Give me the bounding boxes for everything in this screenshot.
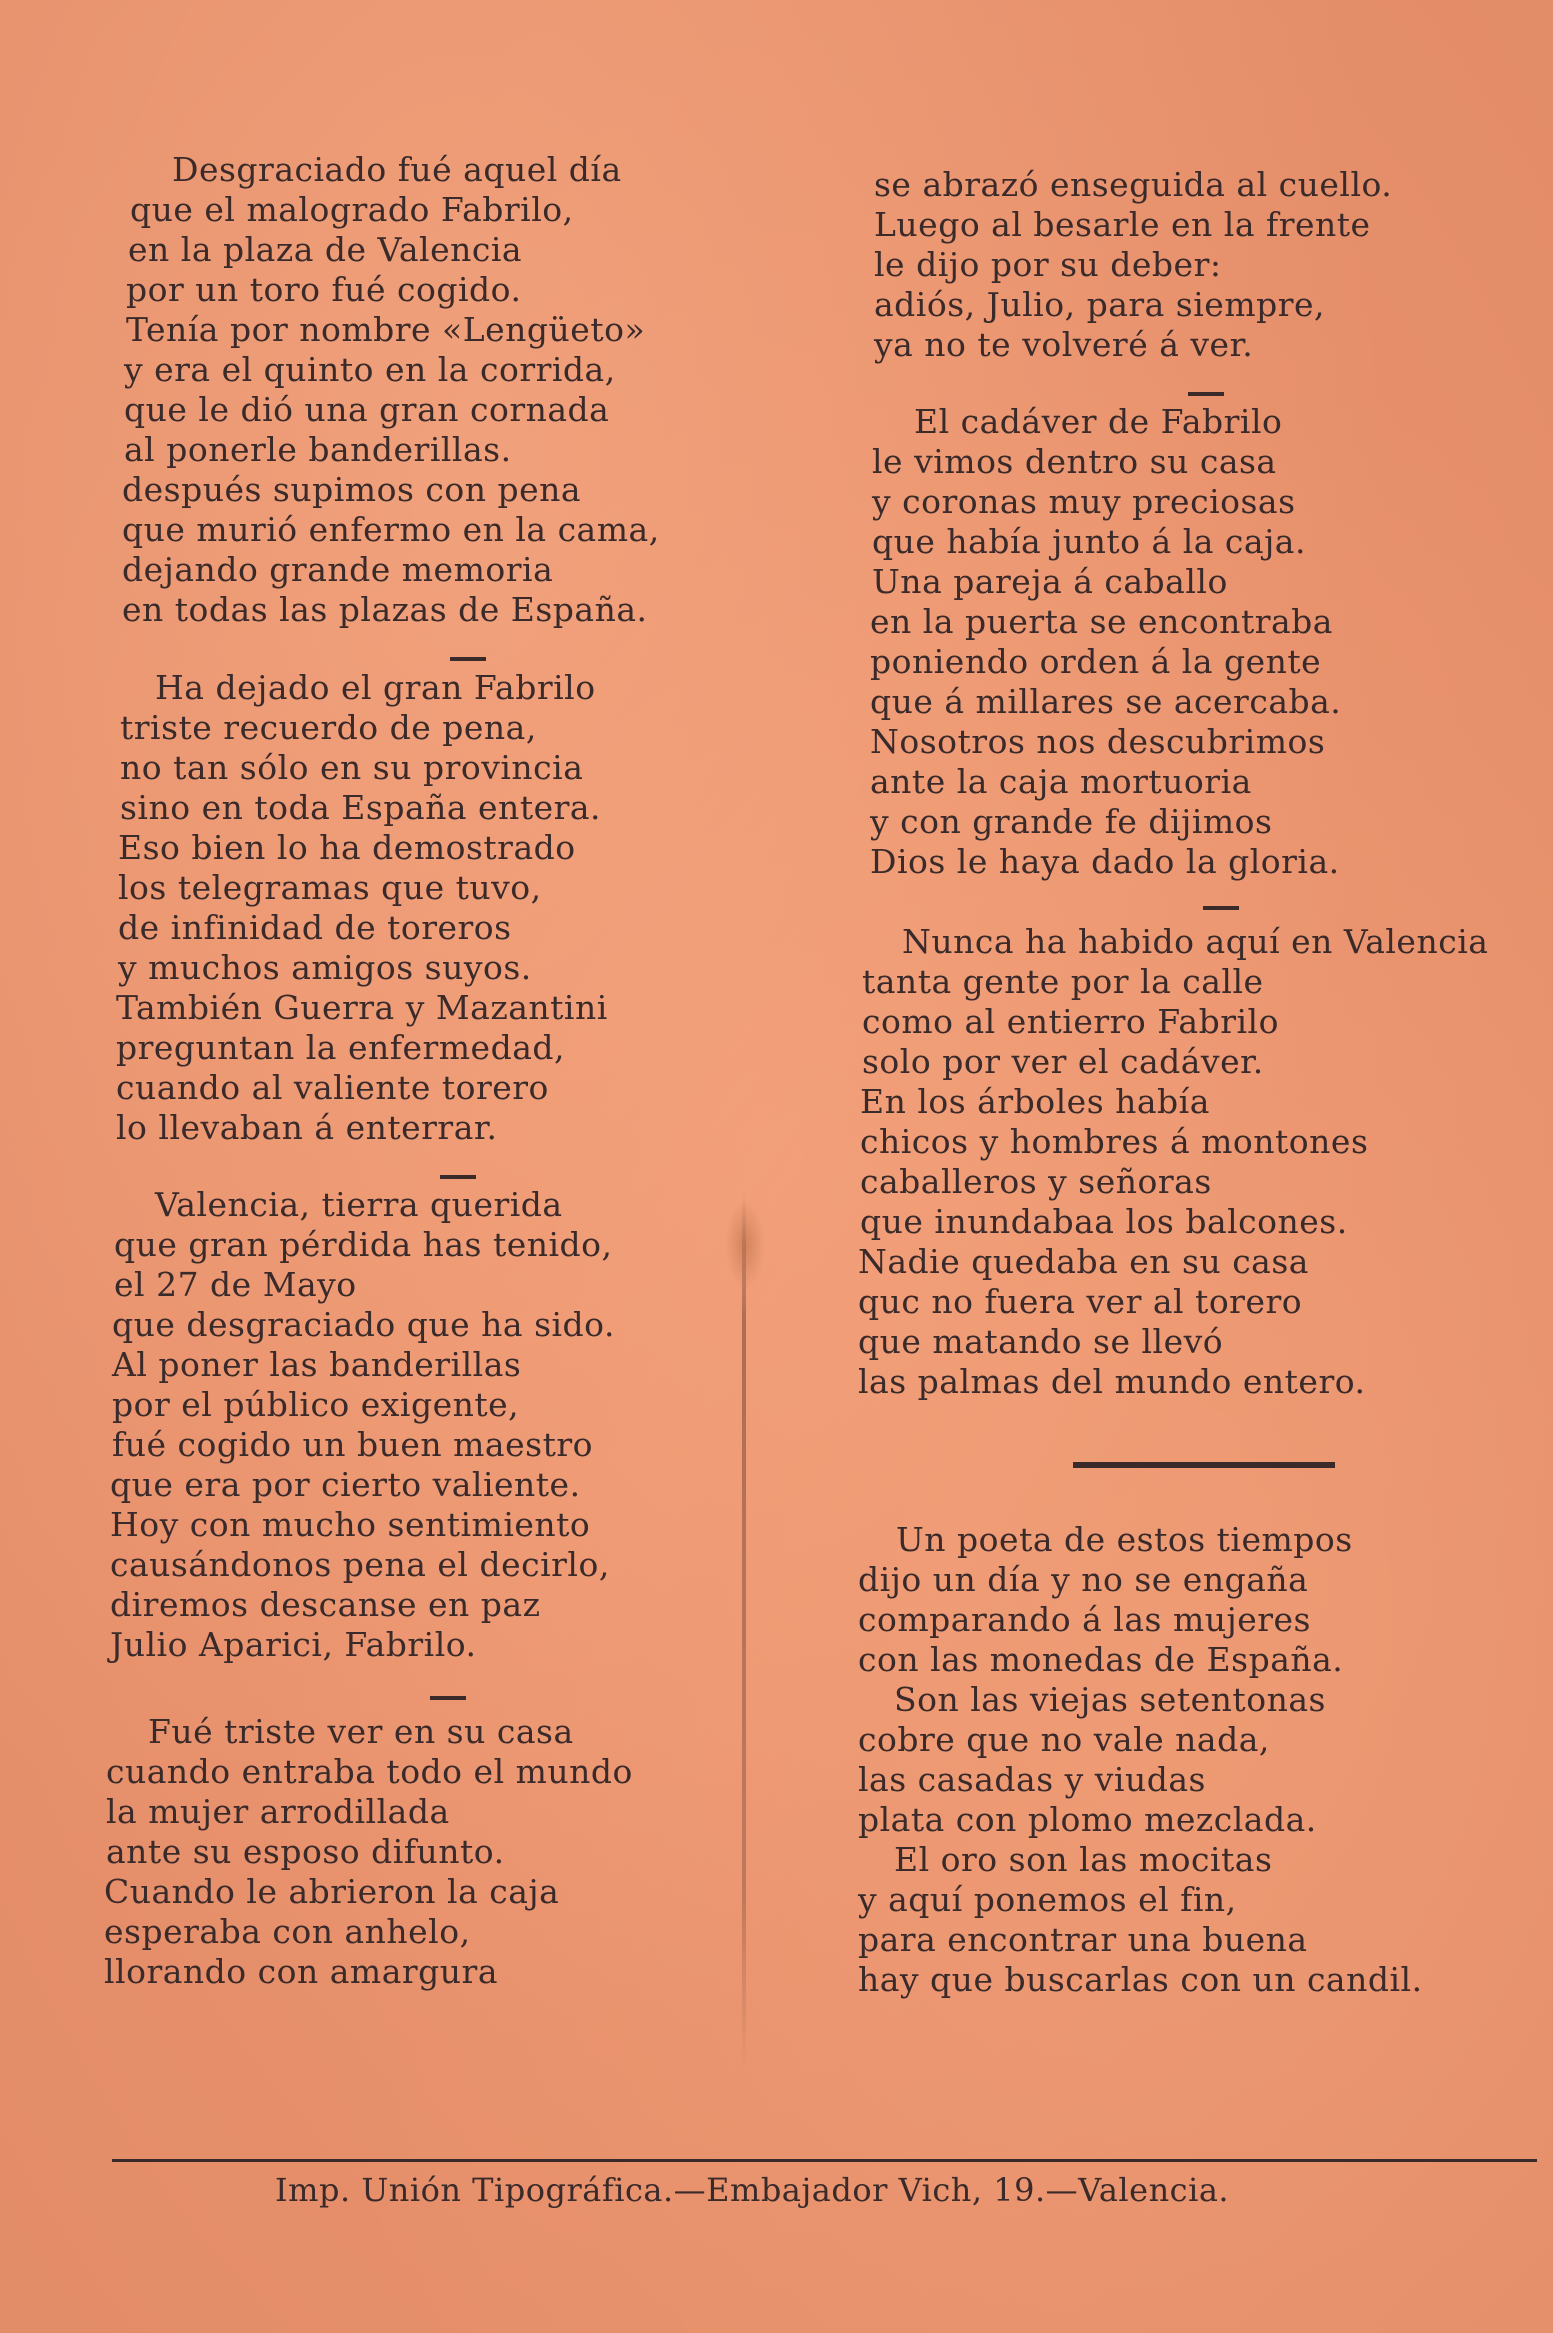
footer-rule [112,2159,1537,2162]
verse-line: cuando al valiente torero [116,1068,549,1107]
verse-line: y con grande fe dijimos [870,802,1273,841]
verse-line: Una pareja á caballo [872,562,1228,601]
verse-line: El oro son las mocitas [894,1840,1273,1879]
verse-line: cobre que no vale nada, [858,1720,1270,1759]
verse-line: Fué triste ver en su casa [148,1712,574,1751]
verse-line: El cadáver de Fabrilo [914,402,1283,441]
verse-line: con las monedas de España. [858,1640,1344,1679]
verse-line: por el público exigente, [112,1385,520,1424]
verse-line: Nadie quedaba en su casa [858,1242,1309,1281]
right-stanza-3 [858,922,1488,1402]
verse-line: En los árboles había [860,1082,1210,1121]
verse-line: También Guerra y Mazantini [116,988,608,1027]
verse-line: se abrazó enseguida al cuello. [874,165,1393,204]
verse-line: Valencia, tierra querida [155,1185,563,1224]
verse-line: Cuando le abrieron la caja [104,1872,560,1911]
verse-line: Eso bien lo ha demostrado [118,828,576,867]
verse-line: la mujer arrodillada [106,1792,450,1831]
verse-line: no tan sólo en su provincia [120,748,584,787]
verse-line: adiós, Julio, para siempre, [874,285,1326,324]
verse-line: y coronas muy preciosas [872,482,1296,521]
verse-line: llorando con amargura [104,1952,498,1991]
verse-line: Nunca ha habido aquí en Valencia [902,922,1489,961]
verse-line: Dios le haya dado la gloria. [870,842,1340,881]
verse-line: que á millares se acercaba. [870,682,1342,721]
verse-line: quc no fuera ver al torero [858,1282,1303,1321]
verse-line: solo por ver el cadáver. [862,1042,1264,1081]
verse-line: causándonos pena el decirlo, [110,1545,610,1584]
stanza-divider [430,1696,466,1700]
verse-line: preguntan la enfermedad, [116,1028,565,1067]
verse-line: Hoy con mucho sentimiento [110,1505,591,1544]
right-stanza-1 [858,165,1392,365]
verse-line: tanta gente por la calle [862,962,1264,1001]
verse-line: ya no te volveré á ver. [874,325,1254,364]
verse-line: después supimos con pena [122,470,582,509]
verse-line: que el malogrado Fabrilo, [130,190,574,229]
verse-line: sino en toda España entera. [120,788,602,827]
verse-line: dijo un día y no se engaña [858,1560,1309,1599]
stanza-divider [450,657,486,661]
verse-line: lo llevaban á enterrar. [116,1108,498,1147]
verse-line: Nosotros nos descubrimos [870,722,1326,761]
verse-line: en la plaza de Valencia [128,230,523,269]
verse-line: Son las viejas setentonas [894,1680,1326,1719]
verse-line: que matando se llevó [858,1322,1224,1361]
verse-line: que era por cierto valiente. [110,1465,581,1504]
verse-line: Ha dejado el gran Fabrilo [155,668,596,707]
verse-line: como al entierro Fabrilo [862,1002,1279,1041]
verse-line: que inundabaa los balcones. [860,1202,1348,1241]
verse-line: para encontrar una buena [858,1920,1308,1959]
verse-line: ante su esposo difunto. [106,1832,505,1871]
verse-line: caballeros y señoras [860,1162,1212,1201]
printer-imprint: Imp. Unión Tipográfica.—Embajador Vich, 19.—Valencia. [275,2171,1230,2209]
verse-line: fué cogido un buen maestro [112,1425,593,1464]
section-rule [1073,1462,1335,1468]
verse-line: hay que buscarlas con un candil. [858,1960,1423,1999]
verse-line: y era el quinto en la corrida, [124,350,616,389]
verse-line: el 27 de Mayo [114,1265,357,1304]
verse-line: los telegramas que tuvo, [118,868,542,907]
verse-line: triste recuerdo de pena, [120,708,537,747]
verse-line: dejando grande memoria [122,550,554,589]
stanza-divider [440,1175,476,1179]
verse-line: Un poeta de estos tiempos [896,1520,1353,1559]
left-stanza-2 [100,668,608,1148]
verse-line: en todas las plazas de España. [122,590,648,629]
verse-line: Desgraciado fué aquel día [172,150,622,189]
verse-line: que le dió una gran cornada [124,390,610,429]
verse-line: las palmas del mundo entero. [858,1362,1366,1401]
center-fold-line [742,1190,746,2070]
verse-line: por un toro fué cogido. [126,270,522,309]
verse-line: en la puerta se encontraba [870,602,1333,641]
verse-line: chicos y hombres á montones [860,1122,1369,1161]
verse-line: esperaba con anhelo, [104,1912,471,1951]
verse-line: Tenía por nombre «Lengüeto» [126,310,646,349]
verse-line: plata con plomo mezclada. [858,1800,1317,1839]
verse-line: que desgraciado que ha sido. [112,1305,615,1344]
left-stanza-3 [100,1185,615,1665]
right-stanza-2 [858,402,1341,882]
left-stanza-4 [100,1712,633,1992]
verse-line: las casadas y viudas [858,1760,1206,1799]
verse-line: poniendo orden á la gente [870,642,1322,681]
verse-line: diremos descanse en paz [110,1585,541,1624]
verse-line: le vimos dentro su casa [872,442,1277,481]
right-stanza-4 [858,1520,1423,2000]
verse-line: y muchos amigos suyos. [118,948,532,987]
verse-line: que murió enfermo en la cama, [122,510,660,549]
verse-line: que gran pérdida has tenido, [114,1225,613,1264]
verse-line: cuando entraba todo el mundo [106,1752,633,1791]
verse-line: al ponerle banderillas. [124,430,512,469]
verse-line: ante la caja mortuoria [870,762,1252,801]
verse-line: que había junto á la caja. [872,522,1306,561]
verse-line: Al poner las banderillas [112,1345,522,1384]
left-stanza-1 [100,150,660,630]
stanza-divider [1203,906,1239,910]
verse-line: Julio Aparici, Fabrilo. [110,1625,477,1664]
verse-line: y aquí ponemos el fin, [858,1880,1237,1919]
stanza-divider [1188,392,1224,396]
verse-line: le dijo por su deber: [874,245,1222,284]
verse-line: Luego al besarle en la frente [874,205,1371,244]
verse-line: de infinidad de toreros [118,908,512,947]
verse-line: comparando á las mujeres [858,1600,1311,1639]
